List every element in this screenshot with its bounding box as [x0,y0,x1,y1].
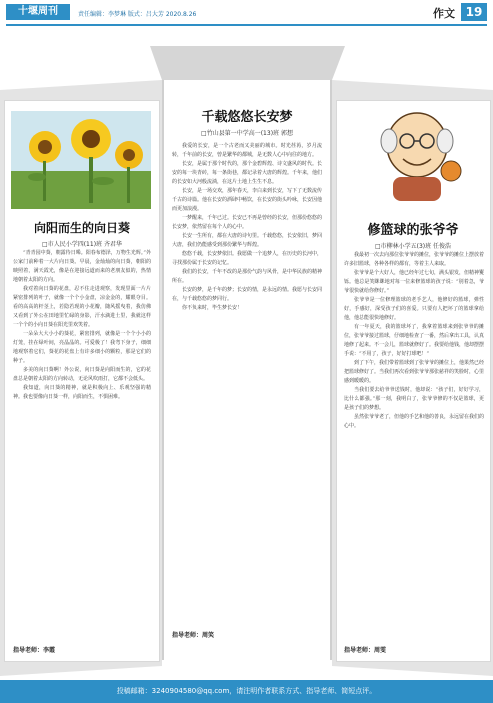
paragraph: 当我们要去给爷爷送钱时，他却说：“孩子们，好好学习，比什么都强。”那一刻，我明白了，张爷爷修的不仅是篮球，更是孩子们的梦想。 [344,387,484,411]
middle-article-byline: □竹山县第一中学高一(13)班 郭想 [201,130,293,137]
left-article-advisor: 指导老师：李霞 [13,647,56,654]
paragraph: “青青园中葵，朝露待日晞。阳春布德泽，万物生光辉。”外公家门前种着一大片向日葵。早晨，金灿灿的向日葵，朝阳的映照着，满天霞光，像是在迎接远道而来的老朋友似的，热情地朝着太阳的方向。 [13,250,151,283]
paragraph: 张爷爷是一位修理篮球的老手艺人，他修好的篮球，弹性好，手感好，深受孩子们的喜爱。只要有人把坏了的篮球拿给他，他总能很快地修好。 [344,297,484,321]
paragraph: 虽然张爷爷老了，但他的手艺和他的善良，永远留在我们的心中。 [344,414,484,429]
middle-article-advisor: 指导老师：周笑 [172,632,215,639]
paragraph: 张爷爷是个大好人，他已经年过七旬，满头银发，但精神矍铄。他总是笑眯眯地对每一位来修篮球的孩子说：“别着急，爷爷很快就给你修好。” [344,270,484,294]
paragraph: 长安，是一场交欢，那年春天，李白来到长安，写下了无数流传千古的诗篇。他在长安的酒肆中畅饮，在长安的街头吟咏，长安因他而更加浪漫。 [172,188,322,212]
paragraph: 一朵朵大大小小的葵花，紧密排列，就像是一个个小小的灯笼，挂在绿叶间，亮晶晶的。可爱极了！我弯下身子，细细地观察着它们，葵花的花盘上有许多细小的颗粒，那是它们的种子。 [13,331,151,364]
left-article-banner [4,100,160,662]
left-article-title: 向阳而生的向日葵 [33,221,130,235]
middle-article-body [172,142,322,620]
paragraph: 我最初一次去向那位张爷爷的摊位，张爷爷的摊位上摆放着许多旧篮球，各种各样的都有，等着主人来取。 [344,252,484,267]
section-title: 作文 [433,7,455,20]
paragraph: 长安一生所有，都在大唐的诗句里。千载悠悠，长安依旧，梦回大唐，我们仍能感受到那份繁华与辉煌。 [172,233,322,248]
paragraph: 长安的梦，是千年的梦；长安的情，是永远的情。我愿与长安同在，与千载悠悠的梦同行。 [172,287,322,302]
right-article-banner [336,100,491,662]
paragraph: 长安，是属于那个时代的，那个金碧辉煌、诗文盛风的时代。长安的每一块青砖，每一条街巷，都记录着大唐的辉煌。千年来，他们的长安如大河般流淌，在这片土地上生生不息。 [172,161,322,185]
middle-article-title: 千载悠悠长安梦 [201,110,293,125]
paragraph: 你不负来时，毕生梦长安！ [182,305,243,311]
right-article-title: 修篮球的张爷爷 [367,223,459,238]
paragraph: 有一年夏天，我的篮球坏了，我拿着篮球来到张爷爷的摊位，张爷爷接过篮球，仔细地检查了一番，然后拿出工具，认真地修了起来。不一会儿，篮球就修好了。我要给他钱，他却摆摆手说：“不用了，孩子，好好打球吧！” [344,324,484,357]
paragraph: 我知道，向日葵的精神，就是积极向上、乐观坚强的精神。我也要像向日葵一样，向阳而生，不惧困难。 [13,385,151,400]
left-article-body [13,249,151,639]
paragraph: 到了下午，我们带着篮球到了张爷爷的摊位上，他果然已经把篮球修好了。当我们再次看到张爷爷那张慈祥的笑脸时，心里感到暖暖的。 [344,360,484,384]
middle-article-column [162,80,332,660]
paragraph: 我对着向日葵的花盘，忍不住走进观察，发现里面一片片紧密排列的叶子，就像一个个小金盘，凉金金的，耀眼夺目。看的高高的杆茎上，若隐若现的小花瓣，随风摇曳着，我仿佛又看到了外公在田地里忙碌的身影，汗水滴进土里，我就这样一个个的小向日葵在阳光里欢笑着。 [13,286,151,328]
paragraph: 一梦醒来，千年已过。长安已不再是曾经的长安，但那份悠悠的长安梦，依然留在每个人的心中。 [172,215,322,230]
right-article-byline: □市柳林小学五(3)班 任俊浩 [374,243,452,250]
right-article-advisor: 指导老师：周雯 [344,647,387,654]
grandpa-illustration [367,101,467,201]
newspaper-logo: 十堰周刊 [6,4,70,20]
left-article-byline: □市人民小学四(11)班 齐君华 [42,241,122,248]
sunflower-illustration [11,111,151,209]
masthead [0,0,493,24]
footer-bar [0,680,493,703]
page-number: 19 [461,3,487,21]
paragraph: 悠悠千载，长安梦依旧。我愿做一个追梦人，在历史的长河中，寻找那份属于长安的记忆。 [172,251,322,266]
editors-line: 责任编辑：李梦琳 版式：吕大芳 2020.8.26 [78,11,197,18]
right-article-body [344,251,484,639]
paragraph: 我们的长安，千年不改的是那份气韵与风骨，是中华民族的精神所在。 [172,269,322,284]
paragraph: 多美的向日葵啊！外公说，向日葵是向阳而生的，它的花盘总是朝着太阳的方向转动，无论风吹雨打，它都不会低头。 [13,367,151,382]
submission-email-note: 投稿邮箱：3240904580@qq.com，请注明作者联系方式、指导老师、简短点评。 [116,687,377,695]
paragraph: 我爱的长安，是一个古老而又美丽的城市。时光荏苒，岁月流转，千年前的长安，曾是繁华的都城，是无数人心中向往的地方。 [172,143,322,158]
